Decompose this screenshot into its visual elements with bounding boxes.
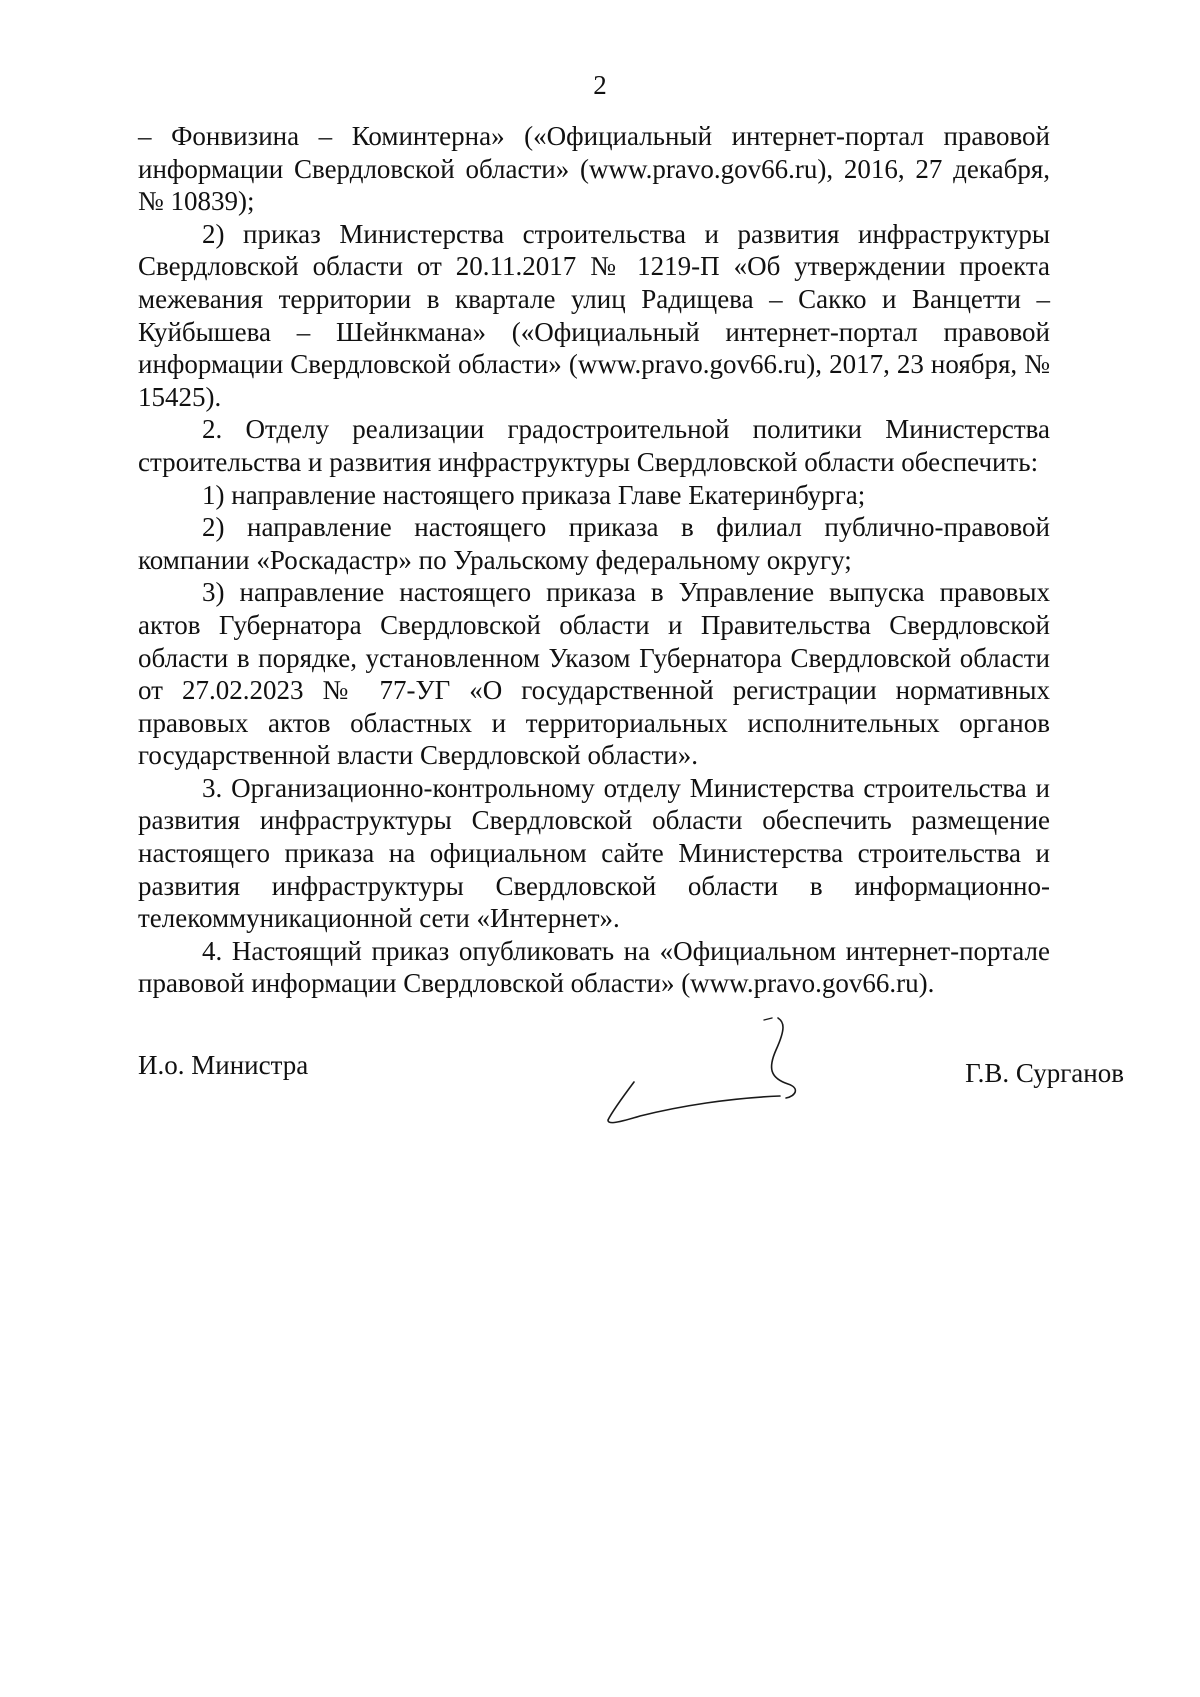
paragraph-item-2-order: 2) приказ Министерства строительства и развития инфраструктуры Свердловской области от 20.11.2017 № 1219-П «Об утверждении проекта межевания территории в квартале улиц Радищева – Сакко и Ванцетти – Куйбышева – Шейнкмана» («Официальный интернет-портал правовой информации Свердловской области» (www.pravo.gov66.ru), 2017, 23 ноября, № 15425). — [138, 218, 1050, 412]
paragraph-section-2-item-1: 1) направление настоящего приказа Главе Екатеринбурга; — [202, 479, 866, 510]
page-number: 2 — [593, 70, 607, 100]
document-body — [138, 120, 1050, 1000]
paragraph-section-2: 2. Отделу реализации градостроительной политики Министерства строительства и развития инфраструктуры Свердловской области обеспечить: — [138, 414, 1050, 477]
paragraph-section-3: 3. Организационно-контрольному отделу Министерства строительства и развития инфраструктуры Свердловской области обеспечить размещение настоящего приказа на официальном сайте Министерства строительства и развития инфраструктуры Свердловской области в информационно-телекоммуникационной сети «Интернет». — [138, 772, 1050, 934]
signer-name: Г.В. Сурганов — [965, 1058, 1124, 1088]
handwritten-signature — [600, 1012, 860, 1162]
paragraph-section-2-item-3: 3) направление настоящего приказа в Управление выпуска правовых актов Губернатора Свердловской области и Правительства Свердловской области в порядке, установленном Указом Губернатора Свердловской области от 27.02.2023 № 77-УГ «О государственной регистрации нормативных правовых актов областных и территориальных исполнительных органов государственной власти Свердловской области». — [138, 577, 1050, 771]
signer-title: И.о. Министра — [138, 1050, 309, 1080]
paragraph-section-2-item-2: 2) направление настоящего приказа в филиал публично-правовой компании «Роскадастр» по Уральскому федеральному округу; — [138, 512, 1050, 575]
paragraph-section-4: 4. Настоящий приказ опубликовать на «Официальном интернет-портале правовой информации Свердловской области» (www.pravo.gov66.ru). — [138, 935, 1050, 999]
paragraph-continuation: – Фонвизина – Коминтерна» («Официальный интернет-портал правовой информации Свердловской области» (www.pravo.gov66.ru), 2016, 27 декабря, № 10839); — [138, 121, 1050, 217]
